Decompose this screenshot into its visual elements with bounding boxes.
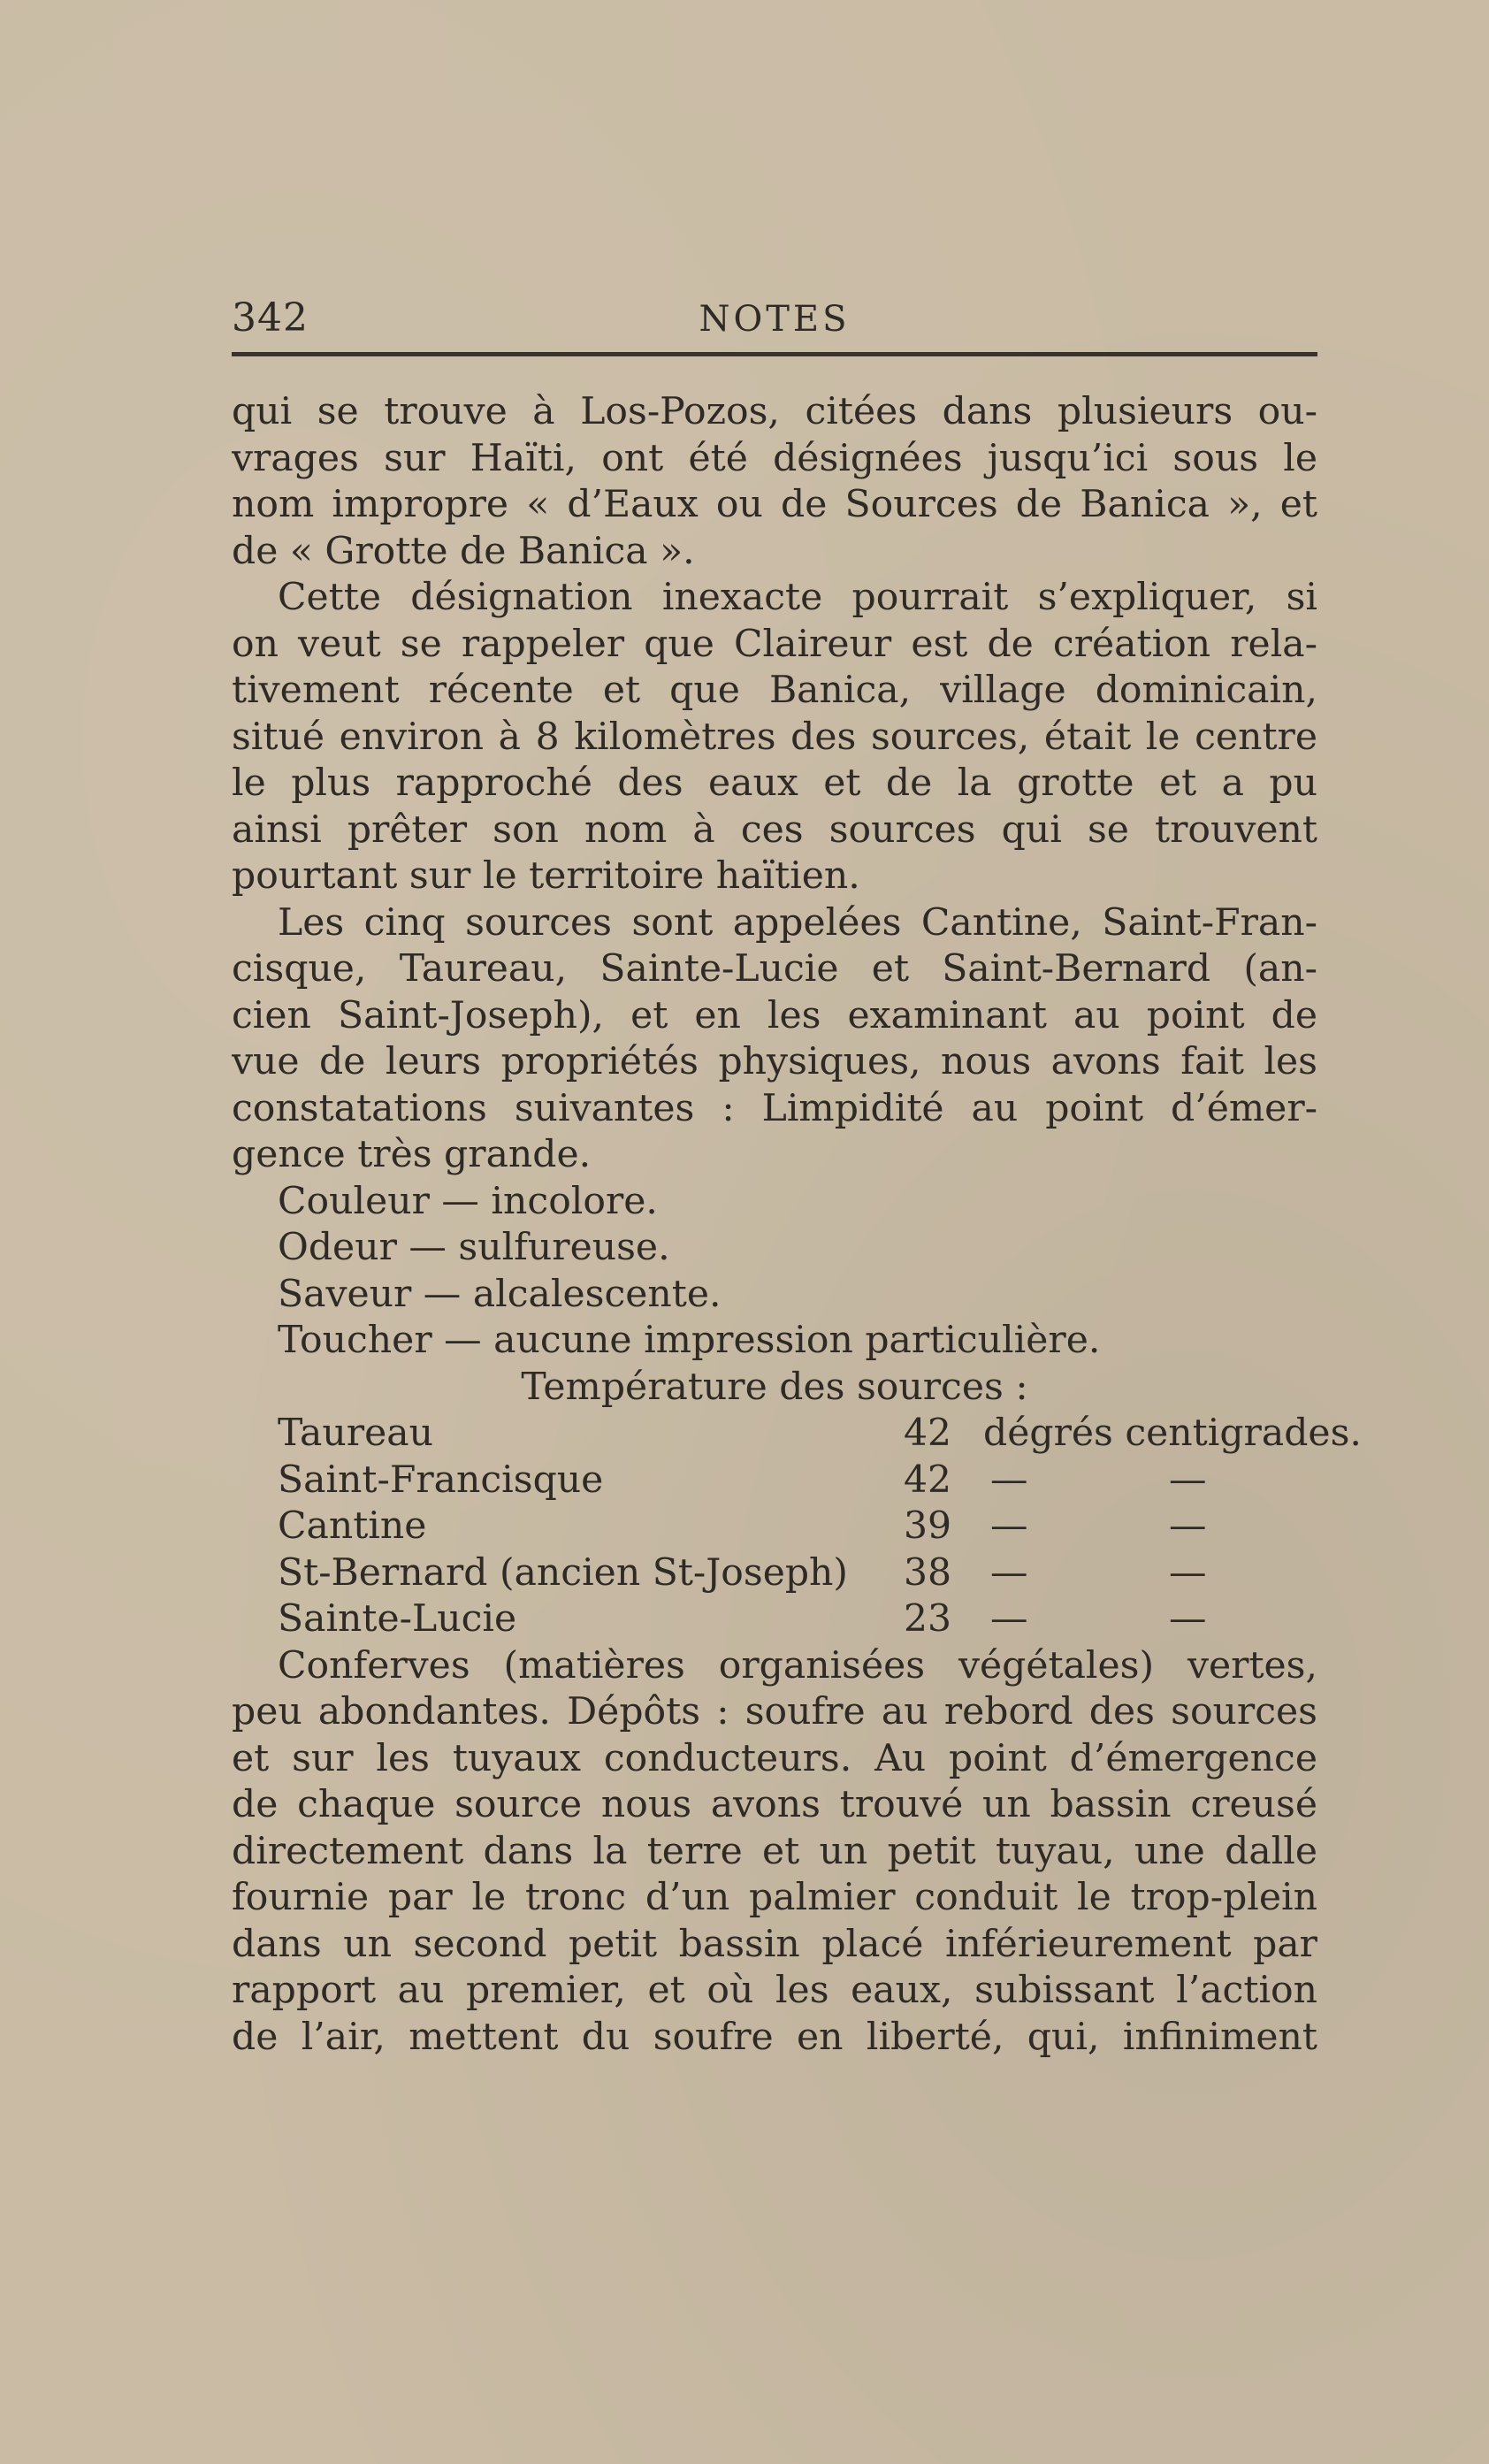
text-line: Cette désignation inexacte pourrait s’expliquer, si	[278, 576, 1317, 619]
temperature-unit: dégrés centigrades.	[983, 1412, 1362, 1455]
running-title: NOTES	[699, 299, 851, 340]
text-line: de « Grotte de Banica ».	[232, 529, 695, 573]
ditto-mark: —	[990, 1458, 1028, 1502]
source-name: Saint-Francisque	[278, 1458, 604, 1502]
text-line: pourtant sur le territoire haïtien.	[232, 854, 860, 898]
header-rule	[232, 352, 1317, 356]
text-line: directement dans la terre et un petit tuyau, une dalle	[232, 1829, 1317, 1873]
property-line: Couleur — incolore.	[278, 1179, 658, 1223]
text-line: Les cinq sources sont appelées Cantine, Saint-Fran-	[278, 900, 1317, 945]
temperature-heading: Température des sources :	[521, 1365, 1028, 1409]
ditto-mark: —	[990, 1504, 1028, 1548]
temperature-row	[232, 1458, 1317, 1504]
text-line: peu abondantes. Dépôts : soufre au rebord des sources	[232, 1690, 1317, 1733]
temperature-row	[232, 1411, 1362, 1458]
text-line: vrages sur Haïti, ont été désignées jusqu’ici sous le	[232, 436, 1317, 480]
text-line: tivement récente et que Banica, village dominicain,	[232, 669, 1317, 712]
text-line: de chaque source nous avons trouvé un bassin creusé	[232, 1783, 1317, 1826]
text-line: rapport au premier, et où les eaux, subissant l’action	[232, 1969, 1317, 2012]
temperature-value: 38	[904, 1550, 952, 1595]
page-number: 342	[232, 295, 309, 341]
text-line: on veut se rappeler que Claireur est de création rela-	[232, 622, 1317, 666]
text-line: gence très grande.	[232, 1133, 592, 1176]
text-line: situé environ à 8 kilomètres des sources, était le centre	[232, 715, 1317, 759]
text-line: de l’air, mettent du soufre en liberté, qui, infiniment	[232, 2015, 1317, 2059]
ditto-mark: —	[990, 1597, 1028, 1641]
ditto-mark: —	[990, 1550, 1028, 1595]
text-line: ainsi prêter son nom à ces sources qui se trouvent	[232, 807, 1317, 852]
temperature-value: 23	[904, 1597, 952, 1641]
page-header	[232, 283, 1317, 354]
temperature-value: 42	[904, 1458, 952, 1502]
text-line: le plus rapproché des eaux et de la grotte et a pu	[232, 761, 1317, 805]
property-line: Saveur — alcalescente.	[278, 1272, 722, 1316]
ditto-mark: —	[1169, 1504, 1207, 1548]
text-line: cisque, Taureau, Sainte-Lucie et Saint-Bernard (an-	[232, 947, 1317, 991]
temperature-value: 42	[904, 1412, 952, 1455]
text-line: dans un second petit bassin placé inférieurement par	[232, 1922, 1317, 1966]
ditto-mark: —	[1169, 1597, 1207, 1641]
ditto-mark: —	[1169, 1458, 1207, 1502]
temperature-row	[232, 1596, 1317, 1643]
text-line: qui se trouve à Los-Pozos, citées dans plusieurs ou-	[232, 390, 1317, 433]
temperature-row	[232, 1504, 1317, 1550]
property-line: Toucher — aucune impression particulière.	[278, 1319, 1101, 1362]
text-line: constatations suivantes : Limpidité au point d’émer-	[232, 1086, 1317, 1130]
ditto-mark: —	[1169, 1550, 1207, 1595]
text-line: nom impropre « d’Eaux ou de Sources de Banica », et	[232, 483, 1317, 526]
property-line: Odeur — sulfureuse.	[278, 1226, 670, 1269]
text-line: vue de leurs propriétés physiques, nous avons fait les	[232, 1040, 1317, 1083]
source-name: Taureau	[278, 1412, 433, 1455]
temperature-row	[232, 1550, 1317, 1597]
text-line: cien Saint-Joseph), et en les examinant au point de	[232, 993, 1317, 1037]
text-line: Conferves (matières organisées végétales) vertes,	[278, 1643, 1317, 1687]
temperature-value: 39	[904, 1504, 952, 1548]
source-name: Cantine	[278, 1504, 427, 1548]
source-name: St-Bernard (ancien St-Joseph)	[278, 1550, 849, 1595]
text-line: et sur les tuyaux conducteurs. Au point d’émergence	[232, 1736, 1317, 1780]
body-text	[232, 389, 1362, 2061]
source-name: Sainte-Lucie	[278, 1597, 517, 1641]
text-line: fournie par le tronc d’un palmier conduit le trop-plein	[232, 1876, 1317, 1919]
